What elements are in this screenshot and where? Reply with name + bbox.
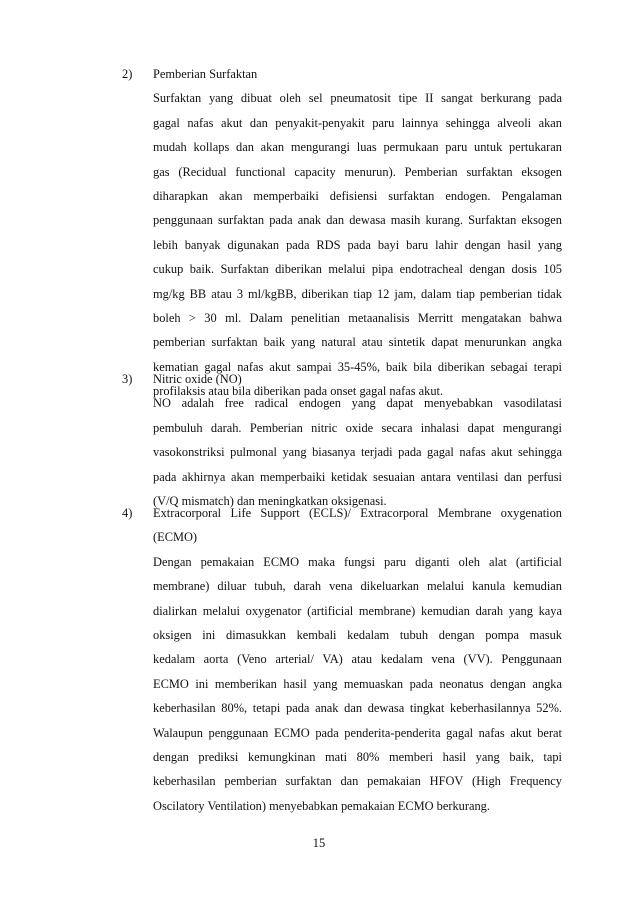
section-title: Extracorporal Life Support (ECLS)/ Extracorporal Membrane oxygenation bbox=[153, 506, 562, 520]
paragraph-line: membrane) diluar tubuh, darah vena dikeluarkan melalui kanula kemudian bbox=[153, 579, 562, 594]
section-body bbox=[153, 501, 562, 818]
paragraph-line: pada akhirnya akan memperbaiki ketidak sesuaian antara ventilasi dan perfusi bbox=[153, 469, 562, 484]
paragraph-line: keberhasilan 80%, tetapi pada anak dan dewasa tingkat keberhasilannya 52%. bbox=[153, 701, 562, 716]
paragraph-line: NO adalah free radical endogen yang dapat menyebabkan vasodilatasi bbox=[153, 396, 562, 411]
paragraph-line: (V/Q mismatch) dan meningkatkan oksigenasi. bbox=[153, 493, 387, 508]
paragraph-line: dialirkan melalui oxygenator (artificial membrane) kemudian darah yang kaya bbox=[153, 603, 562, 618]
page-number: 15 bbox=[312, 836, 326, 850]
paragraph-line: dengan prediksi kemungkinan mati 80% memberi hasil yang baik, tapi bbox=[153, 749, 562, 764]
section-number: 2) bbox=[122, 67, 133, 81]
paragraph-line: profilaksis atau bila diberikan pada onset gagal nafas akut. bbox=[153, 384, 444, 399]
paragraph-line: penggunaan surfaktan pada anak dan dewasa masih kurang. Surfaktan eksogen bbox=[153, 213, 562, 228]
section-body bbox=[153, 62, 562, 403]
paragraph-line: kedalam aorta (Veno arterial/ VA) atau kedalam vena (VV). Penggunaan bbox=[153, 652, 562, 667]
paragraph-line: ECMO ini memberikan hasil yang memuaskan pada neonatus dengan angka bbox=[153, 676, 562, 691]
paragraph-line: gas (Recidual functional capacity menurun). Pemberian surfaktan eksogen bbox=[153, 164, 562, 179]
paragraph-line: pemberian surfaktan baik yang natural atau sintetik dapat menurunkan angka bbox=[153, 335, 562, 350]
paragraph-line: mudah kollaps dan akan mengurangi luas permukaan paru untuk pertukaran bbox=[153, 140, 562, 155]
paragraph-line: lebih banyak digunakan pada RDS pada bayi baru lahir dengan hasil yang bbox=[153, 237, 562, 252]
section-title: Nitric oxide (NO) bbox=[153, 372, 242, 386]
section-body bbox=[153, 367, 562, 513]
paragraph-line: pembuluh darah. Pemberian nitric oxide secara inhalasi dapat mengurangi bbox=[153, 420, 562, 435]
paragraph-line: boleh > 30 ml. Dalam penelitian metaanalisis Merritt mengatakan bahwa bbox=[153, 310, 562, 325]
section-number: 3) bbox=[122, 372, 133, 386]
paragraph-line: kematian gagal nafas akut sampai 35-45%, baik bila diberikan sebagai terapi bbox=[153, 359, 562, 374]
paragraph-line: cukup baik. Surfaktan diberikan melalui pipa endotracheal dengan dosis 105 bbox=[153, 262, 562, 277]
paragraph-line: Oscilatory Ventilation) menyebabkan pemakaian ECMO berkurang. bbox=[153, 798, 490, 813]
paragraph-line: mg/kg BB atau 3 ml/kgBB, diberikan tiap 12 jam, dalam tiap pemberian tidak bbox=[153, 286, 562, 301]
paragraph-line: keberhasilan pemberian surfaktan dan pemakaian HFOV (High Frequency bbox=[153, 774, 562, 789]
section-title: Pemberian Surfaktan bbox=[153, 67, 258, 81]
paragraph-line: oksigen ini dimasukkan kembali kedalam tubuh dengan pompa masuk bbox=[153, 627, 562, 642]
paragraph-line: Dengan pemakaian ECMO maka fungsi paru diganti oleh alat (artificial bbox=[153, 554, 562, 569]
paragraph-line: gagal nafas akut dan penyakit-penyakit paru lainnya sehingga alveoli akan bbox=[153, 115, 562, 130]
paragraph-line: vasokonstriksi pulmonal yang biasanya terjadi pada gagal nafas akut sehingga bbox=[153, 445, 562, 460]
section-number: 4) bbox=[122, 506, 133, 520]
paragraph-line: diharapkan akan memperbaiki defisiensi surfaktan endogen. Pengalaman bbox=[153, 188, 562, 203]
section-title: (ECMO) bbox=[153, 530, 198, 545]
paragraph-line: Surfaktan yang dibuat oleh sel pneumatosit tipe II sangat berkurang pada bbox=[153, 91, 562, 106]
paragraph-line: Walaupun penggunaan ECMO pada penderita-penderita gagal nafas akut berat bbox=[153, 725, 562, 740]
